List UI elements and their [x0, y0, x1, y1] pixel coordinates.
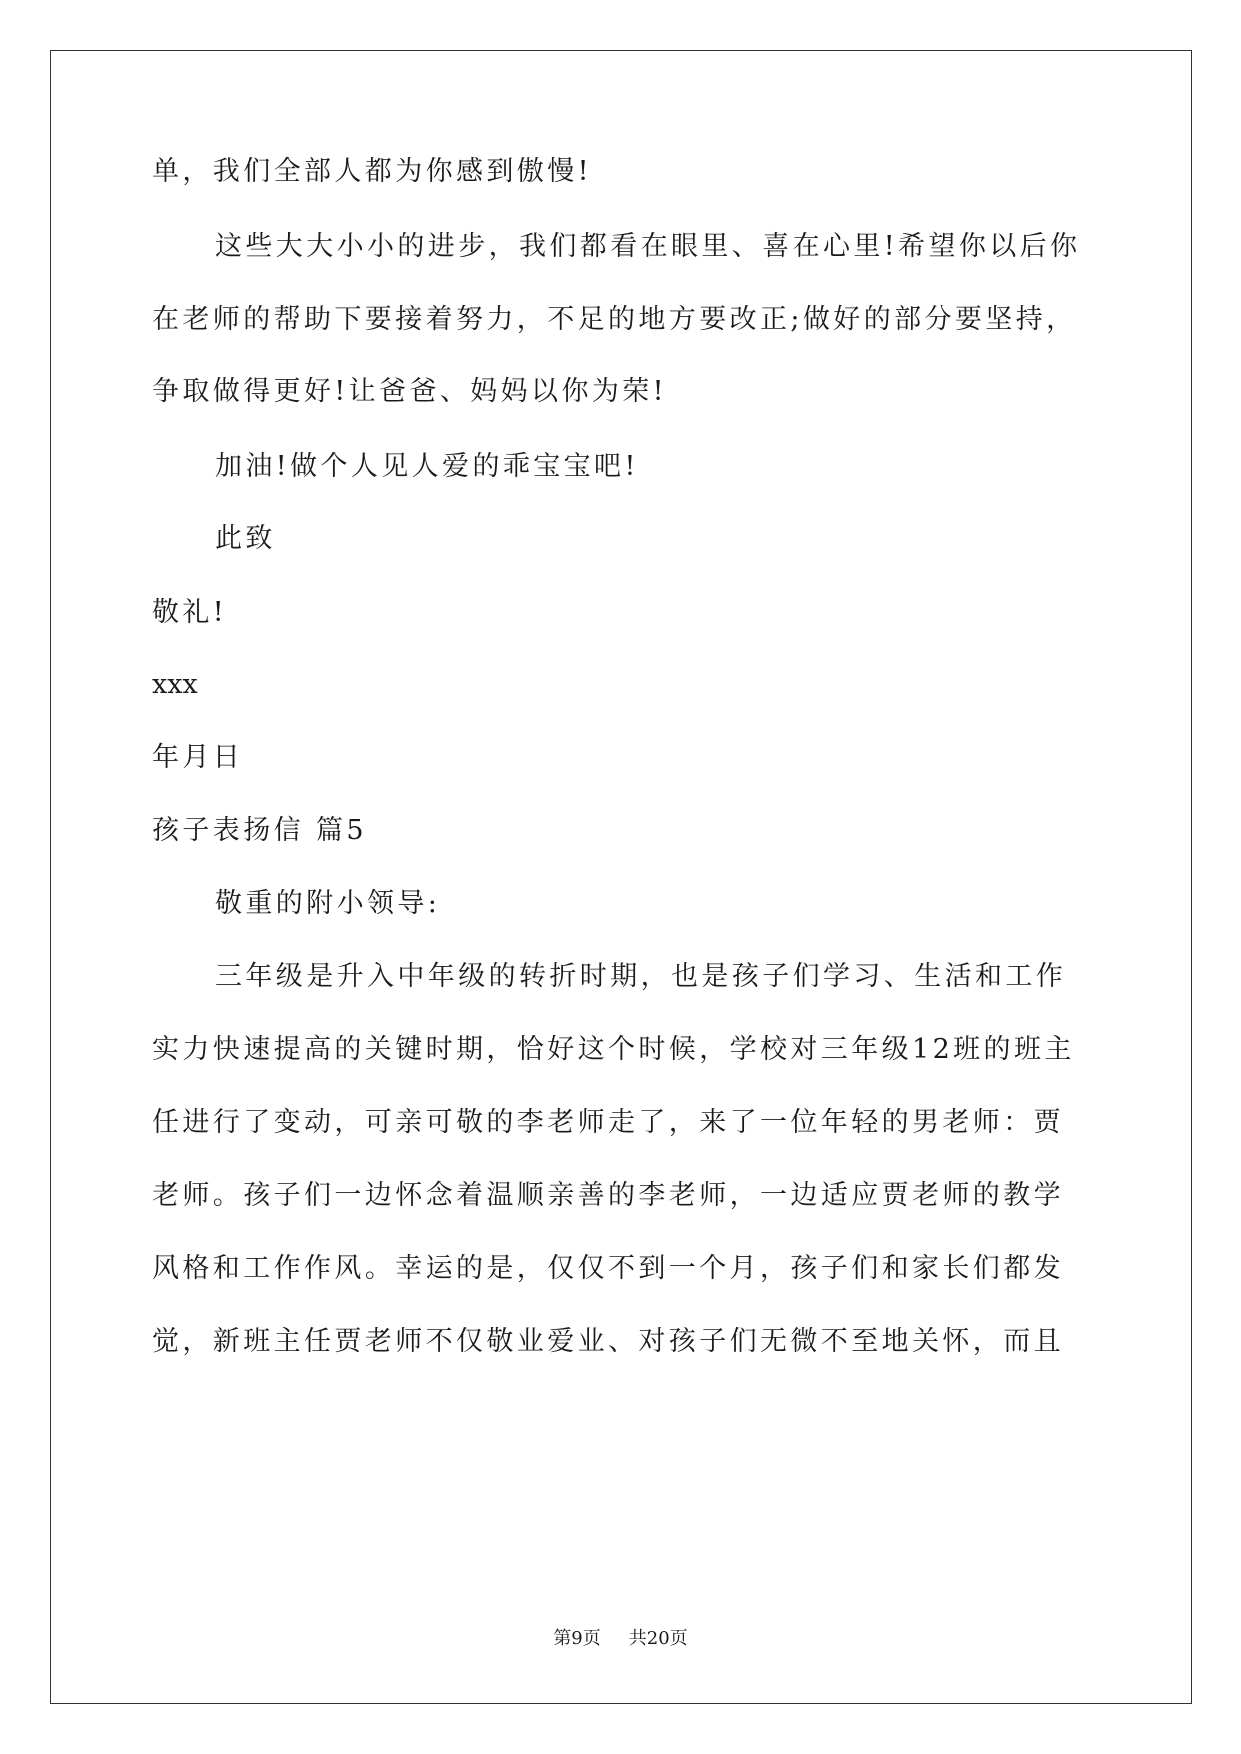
page-border — [50, 50, 1192, 1704]
section-heading: 孩子表扬信 篇5 — [152, 815, 367, 846]
text-line: 这些大大小小的进步，我们都看在眼里、喜在心里!希望你以后你 — [215, 231, 1081, 262]
text-line: 老师。孩子们一边怀念着温顺亲善的李老师，一边适应贾老师的教学 — [152, 1180, 1064, 1211]
page-number: 第9页 — [553, 1628, 601, 1649]
text-line: 实力快速提高的关键时期，恰好这个时候，学校对三年级12班的班主 — [152, 1034, 1075, 1065]
signature-date: 年月日 — [152, 742, 244, 773]
page-total: 共20页 — [628, 1628, 688, 1649]
text-line: 在老师的帮助下要接着努力，不足的地方要改正;做好的部分要坚持， — [152, 304, 1077, 335]
letter-greeting: 敬重的附小领导: — [215, 888, 441, 919]
text-line: 任进行了变动，可亲可敬的李老师走了，来了一位年轻的男老师：贾 — [152, 1107, 1064, 1138]
page-footer — [0, 1627, 1241, 1651]
text-line: 争取做得更好!让爸爸、妈妈以你为荣! — [152, 376, 667, 407]
salutation-closing: 此致 — [215, 523, 276, 554]
text-line: 单，我们全部人都为你感到傲慢! — [152, 156, 592, 187]
text-line: 觉，新班主任贾老师不仅敬业爱业、对孩子们无微不至地关怀，而且 — [152, 1326, 1064, 1357]
text-line: 加油!做个人见人爱的乖宝宝吧! — [215, 451, 639, 482]
text-line: 风格和工作作风。幸运的是，仅仅不到一个月，孩子们和家长们都发 — [152, 1253, 1064, 1284]
text-line: 三年级是升入中年级的转折时期，也是孩子们学习、生活和工作 — [215, 961, 1067, 992]
salutation-regards: 敬礼! — [152, 597, 228, 628]
signature-name: xxx — [152, 669, 198, 700]
